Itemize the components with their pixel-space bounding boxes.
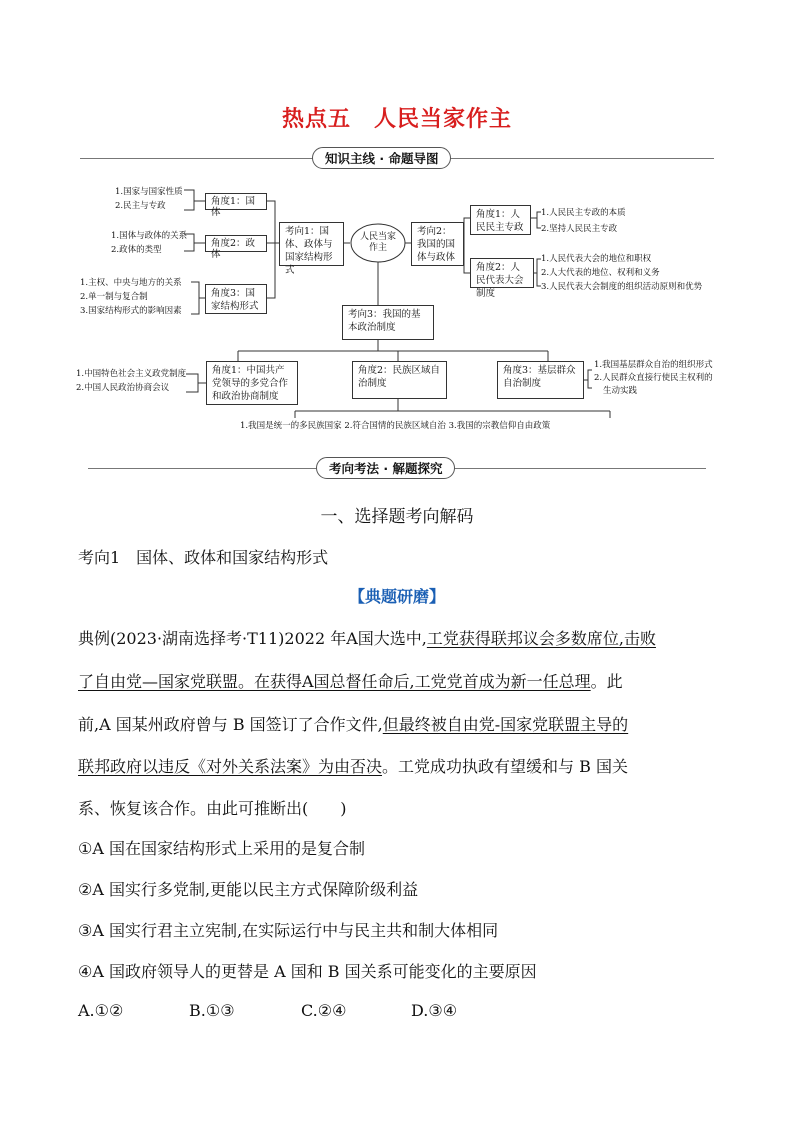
notes-renda: 1.人民代表大会的地位和职权 2.人大代表的地位、权利和义务 3.人民代表大会制度的组织活动原则和优势	[541, 254, 703, 292]
angle-renda: 角度2：人民代表大会制度	[470, 258, 534, 288]
kaoxiang1-box: 考向1：国体、政体与国家结构形式	[279, 222, 344, 266]
answer-a: A.①②	[78, 1001, 124, 1020]
example-line-1: 典例(2023·湖南选择考·T11)2022 年A国大选中,工党获得联邦议会多数席位,击败	[78, 629, 656, 648]
option-3: ③A 国实行君主立宪制,在实际运行中与民主共和制大体相同	[78, 921, 499, 940]
example-line-5: 系、恢复该合作。由此可推断出( )	[78, 799, 347, 818]
kaoxiang-heading: 考向1 国体、政体和国家结构形式	[78, 548, 329, 567]
answer-b: B.①③	[189, 1001, 235, 1020]
center-node: 人民当家作主	[360, 232, 397, 253]
kaoxiang2-box: 考向2：我国的国体与政体	[411, 222, 464, 266]
notes-zhengti: 1.国体与政体的关系 2.政体的类型	[111, 231, 188, 255]
notes-hezuo: 1.中国特色社会主义政党制度 2.中国人民政治协商会议	[76, 369, 187, 393]
notes-guoti: 1.国家与国家性质 2.民主与专政	[115, 187, 183, 211]
angle-zhuanzheng: 角度1：人民民主专政	[470, 205, 531, 235]
option-4: ④A 国政府领导人的更替是 A 国和 B 国关系可能变化的主要原因	[78, 962, 537, 981]
kaoxiang3-box: 考向3：我国的基本政治制度	[342, 305, 434, 340]
notes-minzu: 1.我国是统一的多民族国家 2.符合国情的民族区域自治 3.我国的宗教信仰自由政策	[240, 421, 551, 431]
example-line-3: 前,A 国某州政府曾与 B 国签订了合作文件,但最终被自由党-国家党联盟主导的	[78, 715, 629, 734]
angle-jiegou: 角度3：国家结构形式	[205, 284, 267, 314]
study-label: 【典题研磨】	[348, 587, 445, 606]
answer-c: C.②④	[301, 1001, 347, 1020]
angle-zhengti: 角度2：政体	[205, 235, 267, 252]
notes-jiegou: 1.主权、中央与地方的关系 2.单一制与复合制 3.国家结构形式的影响因素	[80, 278, 182, 316]
notes-zhuanzheng: 1.人民民主专政的本质 2.坚持人民民主专政	[541, 208, 626, 234]
section-label-explore: 考向考法 · 解题探究	[316, 457, 455, 479]
option-1: ①A 国在国家结构形式上采用的是复合制	[78, 839, 365, 858]
section-label-mindmap: 知识主线 · 命题导图	[312, 147, 451, 169]
example-line-4: 联邦政府以违反《对外关系法案》为由否决。工党成功执政有望缓和与 B 国关	[78, 757, 628, 776]
angle-minzu: 角度2：民族区域自治制度	[352, 361, 447, 399]
angle-guoti: 角度1：国体	[205, 193, 267, 210]
answer-d: D.③④	[411, 1001, 458, 1020]
option-2: ②A 国实行多党制,更能以民主方式保障阶级利益	[78, 880, 419, 899]
angle-jiceng: 角度3：基层群众自治制度	[497, 361, 584, 399]
part-heading: 一、选择题考向解码	[320, 507, 474, 527]
example-line-2: 了自由党—国家党联盟。在获得A国总督任命后,工党党首成为新一任总理。此	[78, 672, 623, 691]
angle-hezuo: 角度1：中国共产党领导的多党合作和政治协商制度	[206, 361, 298, 405]
notes-jiceng: 1.我国基层群众自治的组织形式 2.人民群众直接行使民主权利的 生动实践	[594, 360, 713, 396]
page-title: 热点五 人民当家作主	[281, 107, 512, 132]
